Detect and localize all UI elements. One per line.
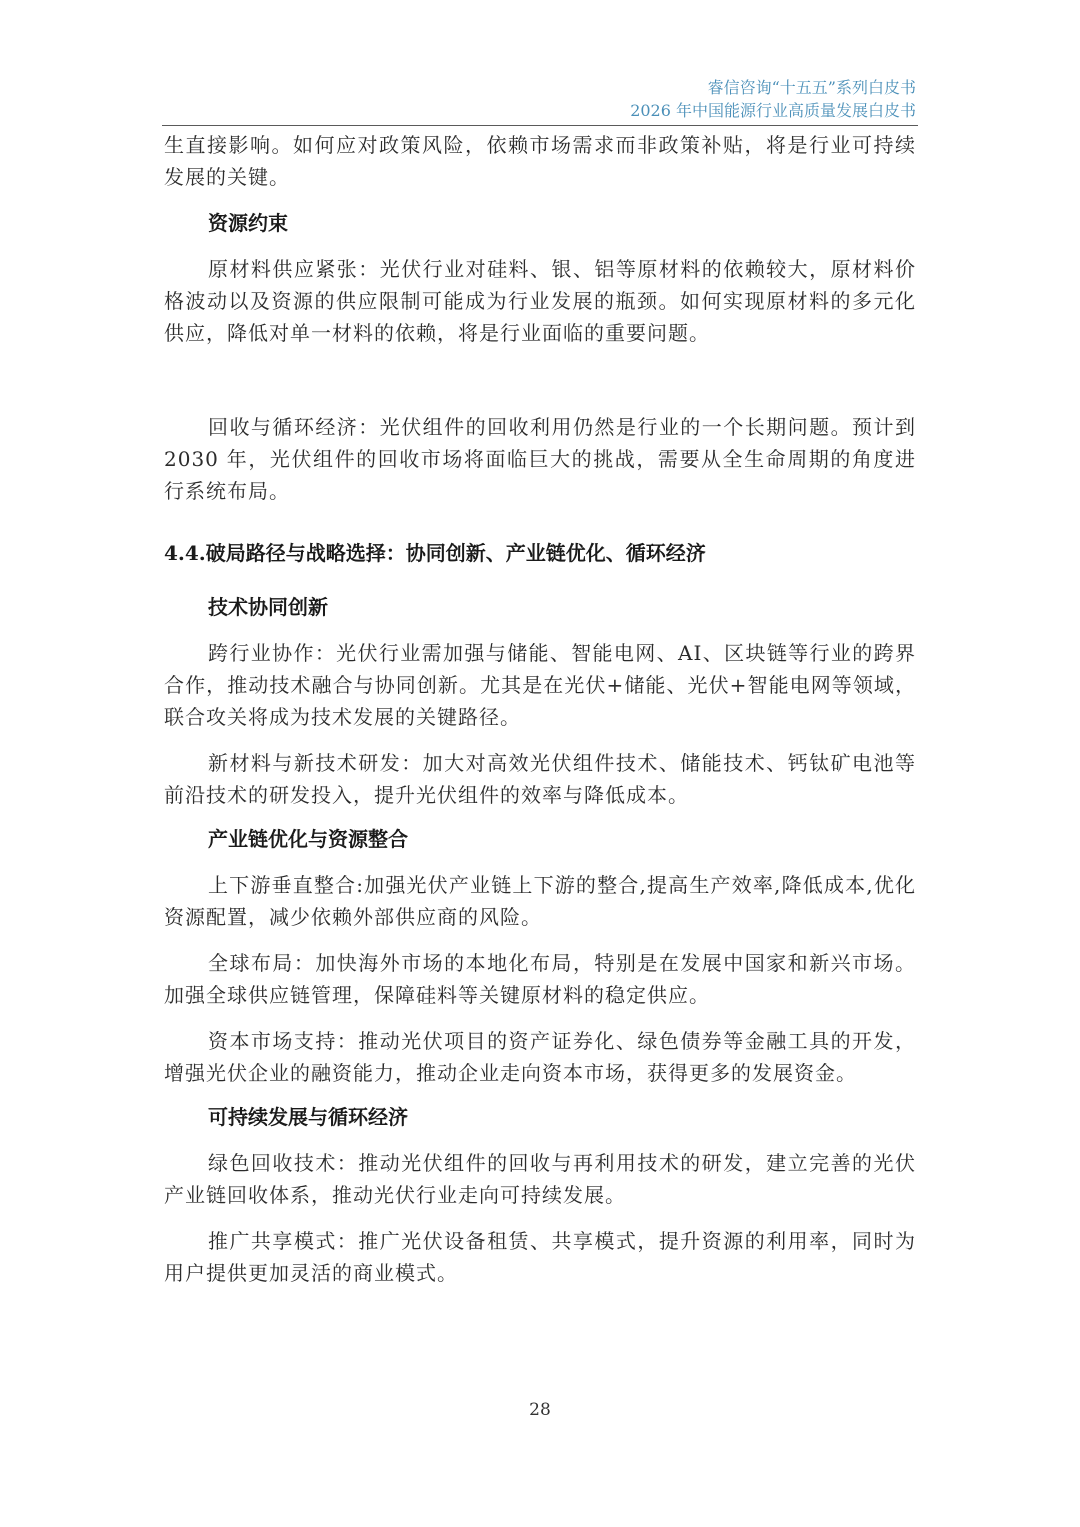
subheading-industry-chain: 产业链优化与资源整合 <box>208 827 408 851</box>
paragraph-capital-market: 资本市场支持：推动光伏项目的资产证券化、绿色债券等金融工具的开发，增强光伏企业的融资能力，推动企业走向资本市场，获得更多的发展资金。 <box>164 1029 916 1085</box>
header-report-title: 2026 年中国能源行业高质量发展白皮书 <box>630 101 916 120</box>
header-series-title: 睿信咨询“十五五”系列白皮书 <box>707 78 916 97</box>
page-body <box>164 129 916 1289</box>
paragraph-cross-industry: 跨行业协作：光伏行业需加强与储能、智能电网、AI、区块链等行业的跨界合作，推动技术融合与协同创新。尤其是在光伏+储能、光伏+智能电网等领域，联合攻关将成为技术发展的关键路径。 <box>164 641 916 729</box>
section-heading-4-4: 4.4.破局路径与战略选择：协同创新、产业链优化、循环经济 <box>164 541 706 565</box>
paragraph-vertical-integration: 上下游垂直整合:加强光伏产业链上下游的整合,提高生产效率,降低成本,优化资源配置，减少依赖外部供应商的风险。 <box>164 873 916 929</box>
subheading-tech-innovation: 技术协同创新 <box>208 595 328 619</box>
paragraph-sharing-model: 推广共享模式：推广光伏设备租赁、共享模式，提升资源的利用率，同时为用户提供更加灵活的商业模式。 <box>164 1229 916 1285</box>
paragraph-policy-continuation: 生直接影响。如何应对政策风险，依赖市场需求而非政策补贴，将是行业可持续发展的关键。 <box>164 133 916 189</box>
paragraph-global-layout: 全球布局：加快海外市场的本地化布局，特别是在发展中国家和新兴市场。加强全球供应链管理，保障硅料等关键原材料的稳定供应。 <box>164 951 916 1007</box>
subheading-sustainability: 可持续发展与循环经济 <box>208 1105 408 1129</box>
header-divider <box>162 125 918 126</box>
paragraph-recycling: 回收与循环经济：光伏组件的回收利用仍然是行业的一个长期问题。预计到2030 年，光伏组件的回收市场将面临巨大的挑战，需要从全生命周期的角度进行系统布局。 <box>164 415 916 503</box>
page-number: 28 <box>529 1400 551 1420</box>
paragraph-new-materials: 新材料与新技术研发：加大对高效光伏组件技术、储能技术、钙钛矿电池等前沿技术的研发投入，提升光伏组件的效率与降低成本。 <box>164 751 916 807</box>
paragraph-green-recycling: 绿色回收技术：推动光伏组件的回收与再利用技术的研发，建立完善的光伏产业链回收体系，推动光伏行业走向可持续发展。 <box>164 1151 916 1207</box>
paragraph-raw-material: 原材料供应紧张：光伏行业对硅料、银、铝等原材料的依赖较大，原材料价格波动以及资源的供应限制可能成为行业发展的瓶颈。如何实现原材料的多元化供应，降低对单一材料的依赖，将是行业面临的重要问题。 <box>164 257 916 345</box>
subheading-resource-constraint: 资源约束 <box>208 211 288 235</box>
page-header <box>630 76 916 122</box>
